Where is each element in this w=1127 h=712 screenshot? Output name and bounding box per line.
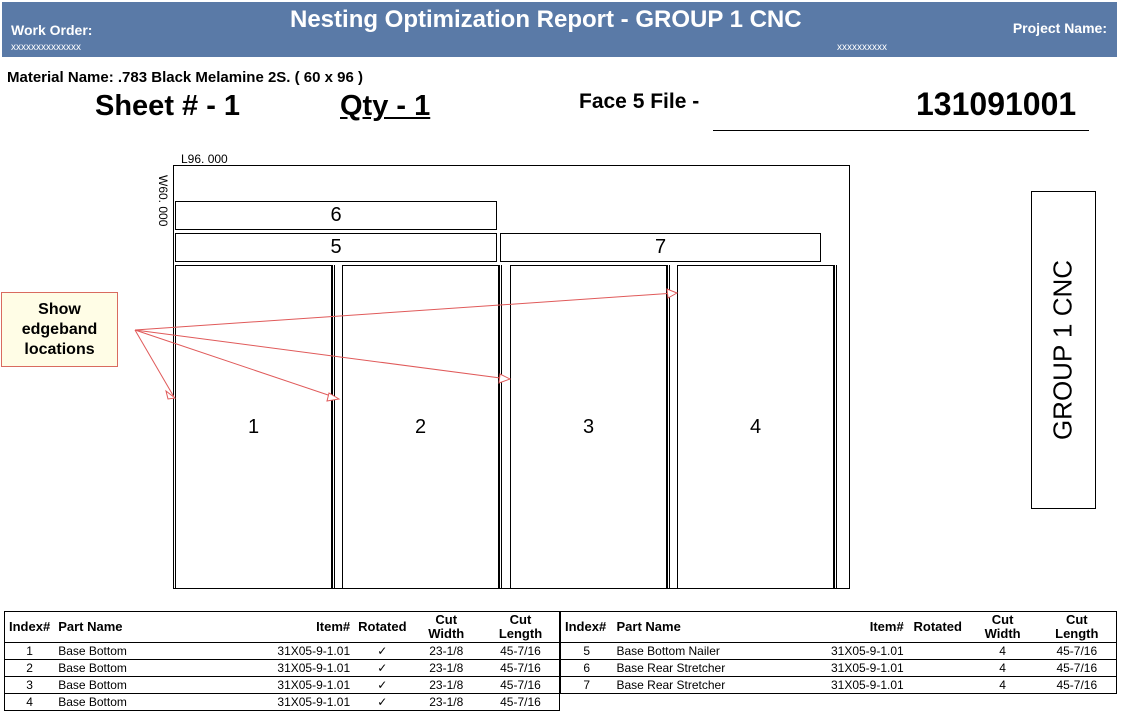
col-cut-width <box>411 612 482 643</box>
col-item: Item# <box>316 619 351 634</box>
project-name-value: xxxxxxxxxx <box>837 42 887 53</box>
cell-item: 31X05-9-1.01 <box>830 661 904 675</box>
part-7-label: 7 <box>654 236 667 258</box>
table-row[interactable] <box>561 660 1117 677</box>
part-4-label: 4 <box>749 415 762 438</box>
parts-table-left <box>4 611 560 711</box>
report-title-text: Nesting Optimization Report - GROUP 1 CNC <box>290 6 802 33</box>
table-row[interactable] <box>5 643 560 660</box>
cell-rotated: ✓ <box>377 695 388 709</box>
col-cut-width-2: Width <box>984 626 1021 641</box>
edgeband-callout <box>1 292 118 367</box>
cell-item: 31X05-9-1.01 <box>830 644 904 658</box>
cell-part-name: Base Bottom Nailer <box>616 644 720 658</box>
col-cut-length <box>482 612 560 643</box>
sheet-quantity: Qty - 1 <box>340 90 431 122</box>
col-part-name: Part Name <box>58 619 123 634</box>
part-1-label: 1 <box>247 415 260 438</box>
arrow-to-part-2 <box>135 330 337 398</box>
work-order-label: Work Order: <box>11 22 93 38</box>
col-index: Index# <box>565 619 607 634</box>
project-name-label: Project Name: <box>1012 20 1107 36</box>
col-cut-length-1: Cut <box>509 612 532 627</box>
cell-rotated <box>908 643 968 660</box>
parts-table-right <box>560 611 1117 694</box>
arrow-to-part-4 <box>135 293 675 330</box>
cell-item: 31X05-9-1.01 <box>277 678 351 692</box>
cell-cut-length: 45-7/16 <box>1056 644 1098 658</box>
arrowhead-part-1 <box>166 391 175 399</box>
arrow-to-part-3 <box>135 330 508 379</box>
cell-cut-length: 45-7/16 <box>1056 661 1098 675</box>
table-row[interactable] <box>561 677 1117 694</box>
cell-cut-width: 23-1/8 <box>429 644 464 658</box>
col-cut-length-2: Length <box>498 626 543 641</box>
table-row[interactable] <box>561 643 1117 660</box>
arrowhead-part-4 <box>667 289 677 298</box>
part-3-label: 3 <box>582 415 595 438</box>
sheet-length-label: L96. 000 <box>181 152 228 166</box>
col-cut-length-1: Cut <box>1065 612 1088 627</box>
cell-index: 7 <box>583 678 591 692</box>
group-label: GROUP 1 CNC <box>1047 259 1078 441</box>
cell-rotated: ✓ <box>377 678 388 692</box>
cell-cut-length: 45-7/16 <box>500 678 541 692</box>
cell-item: 31X05-9-1.01 <box>830 678 904 692</box>
cell-index: 1 <box>26 644 33 658</box>
material-name: Material Name: .783 Black Melamine 2S. ( 60 x 96 ) <box>7 69 364 86</box>
col-rotated: Rotated <box>913 619 962 634</box>
cell-cut-width: 23-1/8 <box>429 678 464 692</box>
cell-cut-width: 23-1/8 <box>429 695 464 709</box>
cell-cut-length: 45-7/16 <box>500 695 541 709</box>
cell-rotated <box>908 660 968 677</box>
callout-line-3: locations <box>24 340 95 358</box>
table-row[interactable] <box>5 677 560 694</box>
table-header-row <box>561 612 1117 643</box>
cell-index: 3 <box>26 678 33 692</box>
face-file-number: 131091001 <box>916 86 1077 122</box>
col-cut-width-1: Cut <box>435 612 458 627</box>
cell-cut-width: 23-1/8 <box>429 661 464 675</box>
table-header-row <box>5 612 560 643</box>
cell-part-name: Base Bottom <box>58 695 127 709</box>
cell-rotated: ✓ <box>377 644 388 658</box>
cell-cut-width: 4 <box>999 644 1006 658</box>
callout-line-2: edgeband <box>21 320 98 338</box>
col-item: Item# <box>869 619 904 634</box>
cell-cut-width: 4 <box>999 678 1006 692</box>
cell-index: 5 <box>583 644 591 658</box>
cell-item: 31X05-9-1.01 <box>277 695 351 709</box>
callout-line-1: Show <box>38 300 81 318</box>
col-cut-width-2: Width <box>428 626 465 641</box>
cell-cut-width: 4 <box>999 661 1006 675</box>
col-cut-width <box>968 612 1038 643</box>
sheet-width-label: W60. 000 <box>156 175 170 227</box>
cell-cut-length: 45-7/16 <box>500 644 541 658</box>
part-2-label: 2 <box>414 415 427 438</box>
table-row[interactable] <box>5 694 560 711</box>
cell-index: 2 <box>26 661 33 675</box>
cell-part-name: Base Bottom <box>58 678 127 692</box>
part-6-label: 6 <box>330 204 342 226</box>
face-file-label: Face 5 File - <box>579 90 700 113</box>
cell-part-name: Base Rear Stretcher <box>616 661 726 675</box>
col-index: Index# <box>9 619 51 634</box>
arrow-to-part-1 <box>135 330 174 397</box>
col-cut-length <box>1038 612 1117 643</box>
work-order-value: xxxxxxxxxxxxxx <box>11 42 81 53</box>
cell-rotated <box>908 677 968 694</box>
cell-part-name: Base Bottom <box>58 661 127 675</box>
sheet-number: Sheet # - 1 <box>95 90 241 122</box>
cell-cut-length: 45-7/16 <box>1056 678 1098 692</box>
cell-part-name: Base Bottom <box>58 644 127 658</box>
col-rotated: Rotated <box>358 619 407 634</box>
cell-index: 6 <box>583 661 591 675</box>
cell-part-name: Base Rear Stretcher <box>616 678 726 692</box>
col-part-name: Part Name <box>616 619 681 634</box>
cell-rotated: ✓ <box>377 661 388 675</box>
cell-item: 31X05-9-1.01 <box>277 661 351 675</box>
part-5-label: 5 <box>330 236 342 258</box>
arrowhead-part-2 <box>327 393 339 401</box>
cell-index: 4 <box>26 695 33 709</box>
table-row[interactable] <box>5 660 560 677</box>
cell-item: 31X05-9-1.01 <box>277 644 351 658</box>
col-cut-width-1: Cut <box>991 612 1014 627</box>
cell-cut-length: 45-7/16 <box>500 661 541 675</box>
col-cut-length-2: Length <box>1055 626 1099 641</box>
arrowhead-part-3 <box>499 374 510 383</box>
